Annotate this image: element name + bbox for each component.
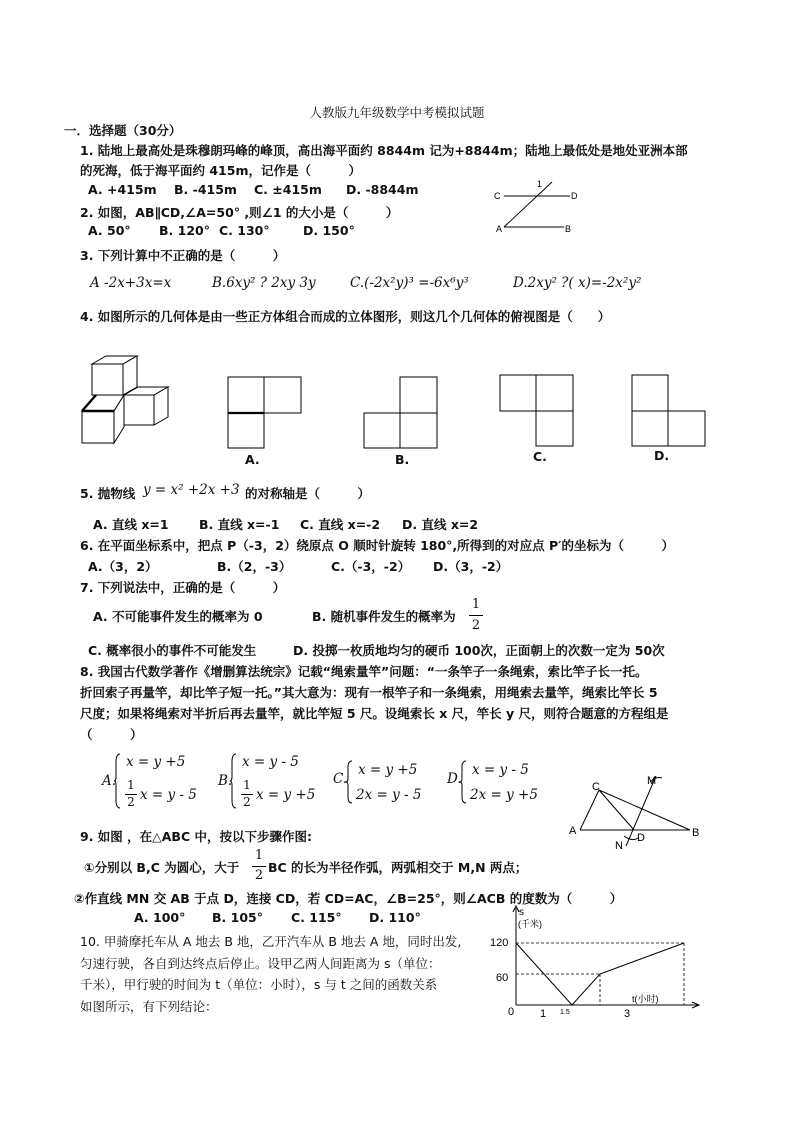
q9-triangle-construction-figure xyxy=(566,770,706,854)
q1-option-c: C. ±415m xyxy=(254,182,322,197)
q4-cube-solid-figure xyxy=(78,356,170,450)
q6-option-b: B.（2，-3） xyxy=(217,559,292,574)
q4-stem: 4. 如图所示的几何体是由一些正方体组合而成的立体图形，则这几个几何体的俯视图是（ ） xyxy=(80,309,611,324)
q8-option-b-label: B. xyxy=(218,773,233,789)
q8-option-a-eq2: x = y - 5 xyxy=(140,787,197,803)
q8-option-b-brace-icon xyxy=(230,752,238,810)
q8-option-d-brace-icon xyxy=(460,759,468,805)
q10-xtick-3: 3 xyxy=(624,1008,631,1020)
q2-parallel-lines-figure xyxy=(490,176,590,236)
q3-stem: 3. 下列计算中不正确的是（ ） xyxy=(80,248,286,263)
q5-stem-prefix: 5. 抛物线 xyxy=(80,486,136,501)
q7-option-c: C. 概率很小的事件不可能发生 xyxy=(88,643,257,658)
q8-option-b-half-num: 1 xyxy=(243,778,251,792)
q2-option-c: C. 130° xyxy=(219,223,270,238)
q4-option-c-figure xyxy=(499,374,575,448)
q7-option-a: A. 不可能事件发生的概率为 0 xyxy=(93,609,263,624)
q1-line1: 1. 陆地上最高处是珠穆朗玛峰的峰顶，高出海平面约 8844m 记为+8844m；陆地上最低处是地处亚洲本部 xyxy=(80,143,688,158)
q2-label-a: A xyxy=(496,224,503,234)
q2-stem: 2. 如图，AB∥CD,∠A=50° ,则∠1 的大小是（ ） xyxy=(80,205,399,220)
q5-option-a: A. 直线 x=1 xyxy=(93,517,169,532)
q9-option-a: A. 100° xyxy=(134,910,186,925)
q10-xtick-1: 1 xyxy=(540,1008,547,1020)
q10-line1: 10. 甲骑摩托车从 A 地去 B 地，乙开汽车从 B 地去 A 地，同时出发, xyxy=(80,934,462,949)
q6-option-c: C.（-3，-2） xyxy=(331,559,411,574)
q8-line3: 尺度；如果将绳索对半折后再去量竿，就比竿短 5 尺。设绳索长 x 尺，竿长 y 尺，则符合题意的方程组是 xyxy=(80,706,669,721)
q9-fraction-numerator: 1 xyxy=(254,848,264,863)
q9-label-d: D xyxy=(637,832,645,844)
q2-option-b: B. 120° xyxy=(159,223,210,238)
q8-option-c-eq1: x = y +5 xyxy=(358,762,418,778)
q10-t-label: t(小时) xyxy=(632,994,659,1004)
q9-stem: 9. 如图 ，在△ABC 中，按以下步骤作图: xyxy=(80,829,312,844)
q10-ytick-60: 60 xyxy=(496,972,509,984)
q1-line2: 的死海，低于海平面约 415m，记作是（ ） xyxy=(80,163,361,178)
q2-label-c: C xyxy=(494,191,501,201)
q9-fraction-denominator: 2 xyxy=(254,868,264,883)
q5-option-b: B. 直线 x=-1 xyxy=(199,517,280,532)
q4-option-d-figure xyxy=(631,374,707,448)
q8-line1: 8. 我国古代数学著作《增删算法统宗》记载“绳索量竿”问题：“一条竿子一条绳索，索比竿子长一托。 xyxy=(80,664,648,679)
q8-line4: （ ） xyxy=(80,727,143,742)
q2-option-d: D. 150° xyxy=(303,223,355,238)
q8-option-c-brace-icon xyxy=(346,759,354,805)
q7-stem: 7. 下列说法中，正确的是（ ） xyxy=(80,580,286,595)
q9-step2: ②作直线 MN 交 AB 于点 D，连接 CD，若 CD=AC，∠B=25°，则∠ACB 的度数为（ ） xyxy=(74,891,623,906)
q5-equation: y = x² +2x +3 xyxy=(143,482,240,498)
q2-option-a: A. 50° xyxy=(88,223,131,238)
q10-s-unit: (千米) xyxy=(518,919,542,929)
q9-option-d: D. 110° xyxy=(369,910,421,925)
q4-label-d: D. xyxy=(654,448,670,463)
q9-label-a: A xyxy=(569,825,577,837)
q10-line3: 千米），甲行驶的时间为 t（单位：小时），s 与 t 之间的函数关系 xyxy=(80,977,438,992)
q2-label-d: D xyxy=(571,191,578,201)
q3-option-d: D.2xy² ?( x)=-2x²y² xyxy=(513,275,642,291)
q7-fraction-numerator: 1 xyxy=(471,597,481,612)
q6-stem: 6. 在平面坐标系中，把点 P（-3，2）绕原点 O 顺时针旋转 180°,所得到的对应点 P′的坐标为（ ） xyxy=(80,538,674,553)
q1-option-a: A. +415m xyxy=(88,182,157,197)
q4-label-c: C. xyxy=(533,449,547,464)
q8-option-b-eq2: x = y +5 xyxy=(256,787,316,803)
q4-option-b-figure xyxy=(363,376,439,450)
q10-line4: 如图所示，有下列结论： xyxy=(80,999,218,1014)
q9-option-c: C. 115° xyxy=(291,910,342,925)
q8-option-a-eq1: x = y +5 xyxy=(126,754,186,770)
q4-label-b: B. xyxy=(395,452,410,467)
q6-option-a: A.（3，2） xyxy=(88,559,158,574)
q9-label-c: C xyxy=(592,781,600,793)
q10-s-label: s xyxy=(519,907,524,918)
section-heading: 一．选择题（30分） xyxy=(64,123,182,138)
q8-option-d-eq2: 2x = y +5 xyxy=(470,787,538,803)
q2-label-b: B xyxy=(565,224,572,234)
q1-option-b: B. -415m xyxy=(174,182,237,197)
q5-stem-suffix: 的对称轴是（ ） xyxy=(245,486,371,501)
q3-option-b: B.6xy² ? 2xy 3y xyxy=(212,275,316,291)
q8-option-c-eq2: 2x = y - 5 xyxy=(356,787,422,803)
q10-xtick-1-5: 1.5 xyxy=(560,1009,570,1016)
q8-option-b-half-den: 2 xyxy=(243,795,251,809)
q8-option-a-brace-icon xyxy=(114,752,122,810)
q8-option-d-label: D. xyxy=(447,771,462,787)
q8-option-a-half-den: 2 xyxy=(127,795,135,809)
q8-option-c-label: C. xyxy=(333,771,348,787)
q9-label-m: M xyxy=(647,775,657,787)
q9-label-n: N xyxy=(615,840,623,852)
q8-option-a-half-num: 1 xyxy=(127,778,135,792)
q5-option-d: D. 直线 x=2 xyxy=(402,517,479,532)
q9-step1-suffix: BC 的长为半径作弧，两弧相交于 M,N 两点； xyxy=(268,860,528,875)
q5-option-c: C. 直线 x=-2 xyxy=(300,517,381,532)
q6-option-d: D.（3，-2） xyxy=(433,559,509,574)
q7-fraction-bar xyxy=(469,615,483,616)
q10-ytick-120: 120 xyxy=(490,937,509,949)
q1-option-d: D. -8844m xyxy=(346,182,419,197)
q8-option-b-eq1: x = y - 5 xyxy=(242,754,299,770)
q8-option-a-label: A. xyxy=(102,773,117,789)
q10-line2: 匀速行驶，各自到达终点后停止。设甲乙两人间距离为 s（单位： xyxy=(80,956,441,971)
q4-label-a: A. xyxy=(245,452,260,467)
q9-fraction-bar xyxy=(252,866,266,867)
q2-label-angle-1: 1 xyxy=(537,179,543,189)
q8-option-d-eq1: x = y - 5 xyxy=(472,762,529,778)
q8-line2: 折回索子再量竿，却比竿子短一托。”其大意为：现有一根竿子和一条绳索，用绳索去量竿，绳索比竿长 5 xyxy=(80,685,658,700)
q7-option-b: B. 随机事件发生的概率为 xyxy=(312,609,456,624)
q10-origin-label: 0 xyxy=(508,1006,515,1018)
q3-option-c: C.(-2x²y)³ =-6x⁶y³ xyxy=(350,275,469,291)
q4-option-a-figure xyxy=(227,376,303,450)
q9-step1-prefix: ①分别以 B,C 为圆心，大于 xyxy=(84,860,240,875)
page-title: 人教版九年级数学中考模拟试题 xyxy=(309,105,485,120)
q10-distance-time-graph xyxy=(492,902,718,1022)
q7-fraction-denominator: 2 xyxy=(471,618,481,633)
q7-option-d: D. 投掷一枚质地均匀的硬币 100次，正面朝上的次数一定为 50次 xyxy=(293,643,665,658)
q9-option-b: B. 105° xyxy=(212,910,263,925)
q3-option-a: A -2x+3x=x xyxy=(90,275,172,291)
q9-label-b: B xyxy=(692,827,700,839)
